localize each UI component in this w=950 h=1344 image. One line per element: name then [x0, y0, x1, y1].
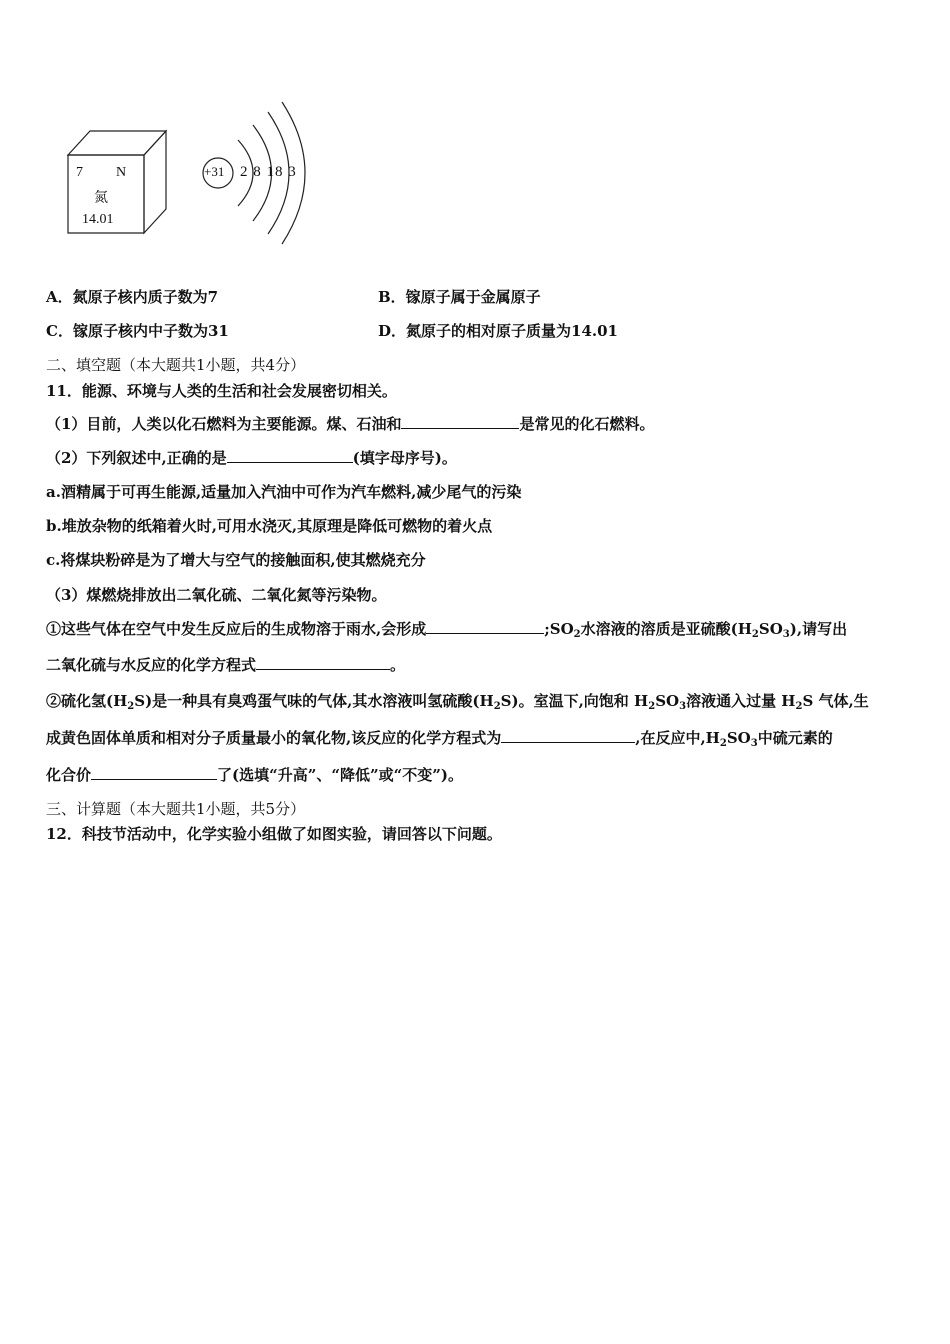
section3-heading: 三、计算题（本大题共1小题，共5分） — [46, 800, 306, 818]
answer-blank-2[interactable] — [227, 448, 353, 463]
sub-question-1-line2: 二氧化硫与水反应的化学方程式 。 — [46, 656, 406, 674]
sub-question-2-line1: ②硫化氢$(H_2S)$是一种具有臭鸡蛋气味的气体,其水溶液叫氢硫酸$(H_2S)$。室温下,向饱和 $H_2SO_3$溶液通入过量 $H_2S$ 气体,生 — [46, 692, 869, 712]
question-12: 12．科技节活动中，化学实验小组做了如图实验，请回答以下问题。 — [46, 825, 502, 843]
choice-a: a.酒精属于可再生能源,适量加入汽油中可作为汽车燃料,减少尾气的污染 — [46, 483, 522, 501]
section2-heading: 二、填空题（本大题共1小题，共4分） — [46, 356, 306, 374]
answer-blank-1[interactable] — [401, 414, 519, 429]
electron-shell-counts: 2 8 18 3 — [240, 164, 297, 180]
answer-blank-6[interactable] — [91, 765, 217, 780]
sub-question-1-line1: ①这些气体在空气中发生反应后的生成物溶于雨水,会形成 $;SO_2$水溶液的溶质是亚硫酸$(H_2SO_3)$,请写出 — [46, 620, 848, 640]
atomic-mass: 14.01 — [82, 212, 114, 227]
question-11: 11．能源、环境与人类的生活和社会发展密切相关。 — [46, 382, 397, 400]
answer-blank-3[interactable] — [426, 619, 544, 634]
atomic-number: 7 — [76, 165, 83, 180]
nucleus-charge: +31 — [204, 164, 225, 179]
option-a: A．氮原子核内质子数为7 — [46, 288, 219, 306]
q11-part2: （2）下列叙述中,正确的是 (填字母序号)。 — [46, 449, 457, 467]
answer-blank-4[interactable] — [256, 655, 390, 670]
atom-structure-diagram — [198, 100, 328, 250]
sub-question-2-line3: 化合价 了(选填“升高”、“降低”或“不变”)。 — [46, 766, 463, 784]
element-symbol: N — [116, 165, 127, 180]
answer-blank-5[interactable] — [501, 728, 635, 743]
question-figure — [60, 95, 320, 255]
q11-part3: （3）煤燃烧排放出二氧化硫、二氧化氮等污染物。 — [46, 586, 387, 604]
sub-question-2-line2: 成黄色固体单质和相对分子质量最小的氧化物,该反应的化学方程式为 ,在反应中$,H_2SO_3$中硫元素的 — [46, 729, 833, 749]
option-c: C．镓原子核内中子数为31 — [46, 322, 229, 340]
choice-b: b.堆放杂物的纸箱着火时,可用水浇灭,其原理是降低可燃物的着火点 — [46, 517, 493, 535]
choice-c: c.将煤块粉碎是为了增大与空气的接触面积,使其燃烧充分 — [46, 551, 426, 569]
element-name: 氮 — [94, 191, 108, 206]
option-d: D．氮原子的相对原子质量为14.01 — [378, 322, 618, 340]
option-b: B．镓原子属于金属原子 — [378, 288, 541, 306]
q11-part1: （1）目前，人类以化石燃料为主要能源。煤、石油和 是常见的化石燃料。 — [46, 415, 655, 433]
